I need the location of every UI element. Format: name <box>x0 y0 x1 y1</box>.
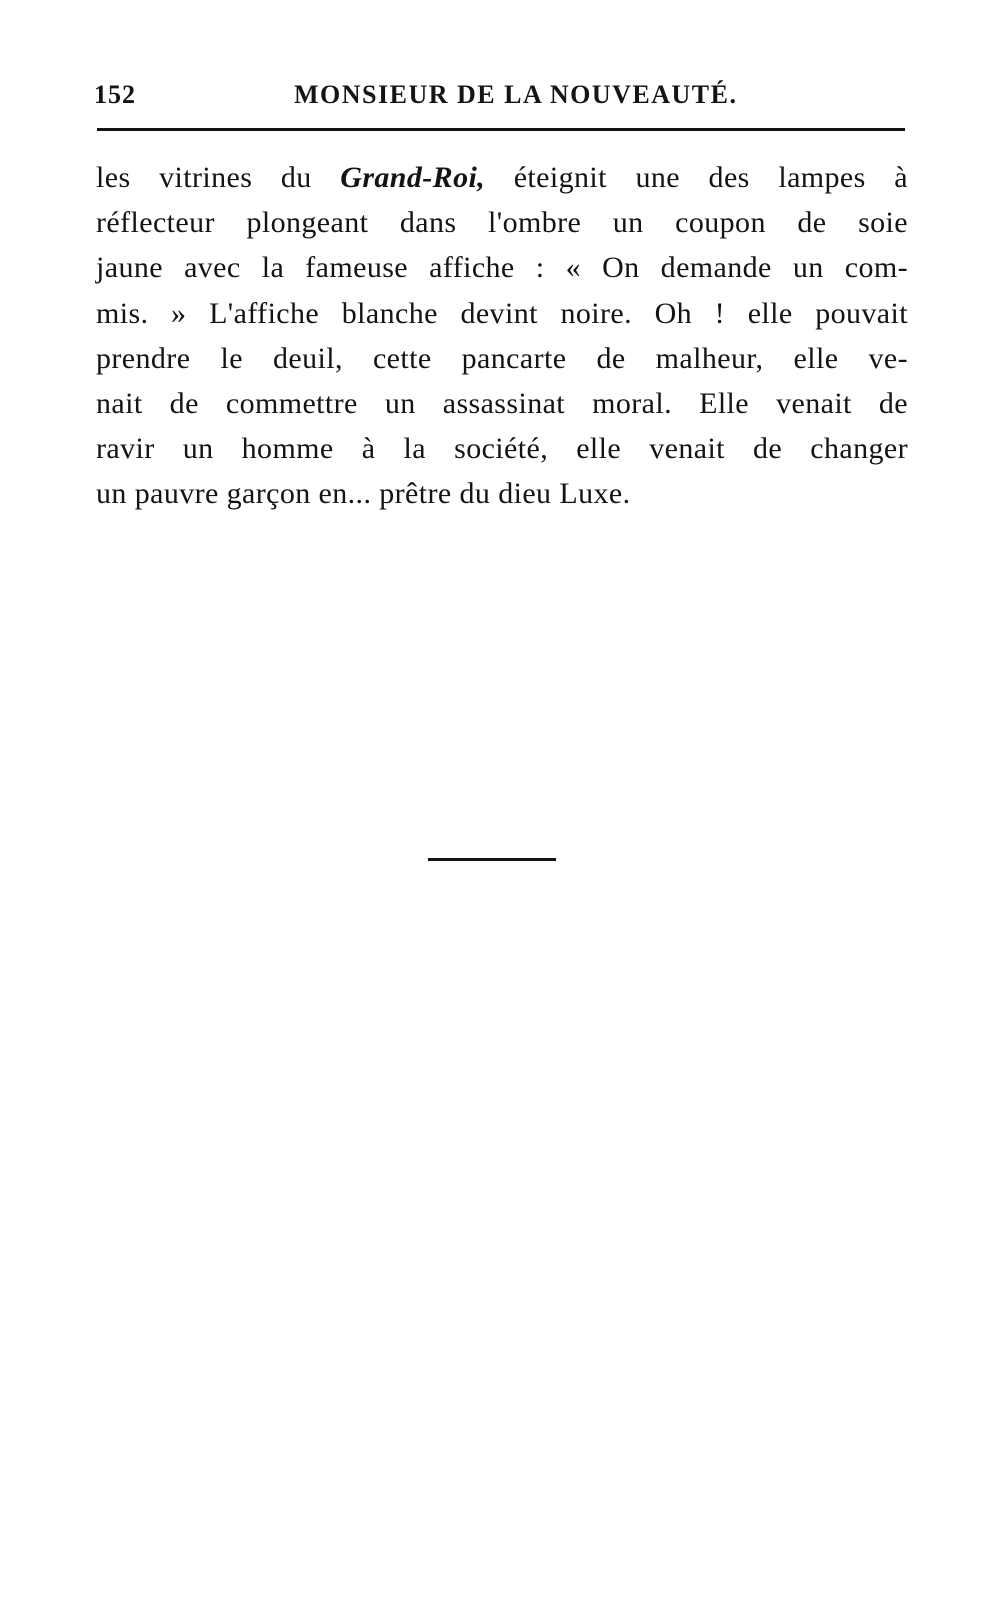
text-line: mis. » L'affiche blanche devint noire. Oh ! elle pouvait <box>96 296 908 330</box>
page-number: 152 <box>94 80 136 109</box>
text-line: nait de commettre un assassinat moral. Elle venait de <box>96 387 908 421</box>
text-line <box>96 155 908 200</box>
text-line: réflecteur plongeant dans l'ombre un coupon de soie <box>96 206 908 240</box>
text-line: un pauvre garçon en... prêtre du dieu Luxe. <box>96 477 631 511</box>
running-title: MONSIEUR DE LA NOUVEAUTÉ. <box>294 80 738 109</box>
text-fragment: éteignit une des lampes à <box>485 161 909 194</box>
body-paragraph <box>96 155 908 517</box>
text-line: jaune avec la fameuse affiche : « On demande un com- <box>96 251 908 285</box>
text-line: prendre le deuil, cette pancarte de malheur, elle ve- <box>96 341 908 375</box>
italic-shop-name: Grand-Roi, <box>340 161 486 194</box>
chapter-end-rule <box>428 858 556 861</box>
text-fragment: les vitrines du <box>96 161 341 194</box>
running-head <box>94 80 906 120</box>
text-line: ravir un homme à la société, elle venait de changer <box>96 432 908 466</box>
header-rule <box>97 128 905 131</box>
